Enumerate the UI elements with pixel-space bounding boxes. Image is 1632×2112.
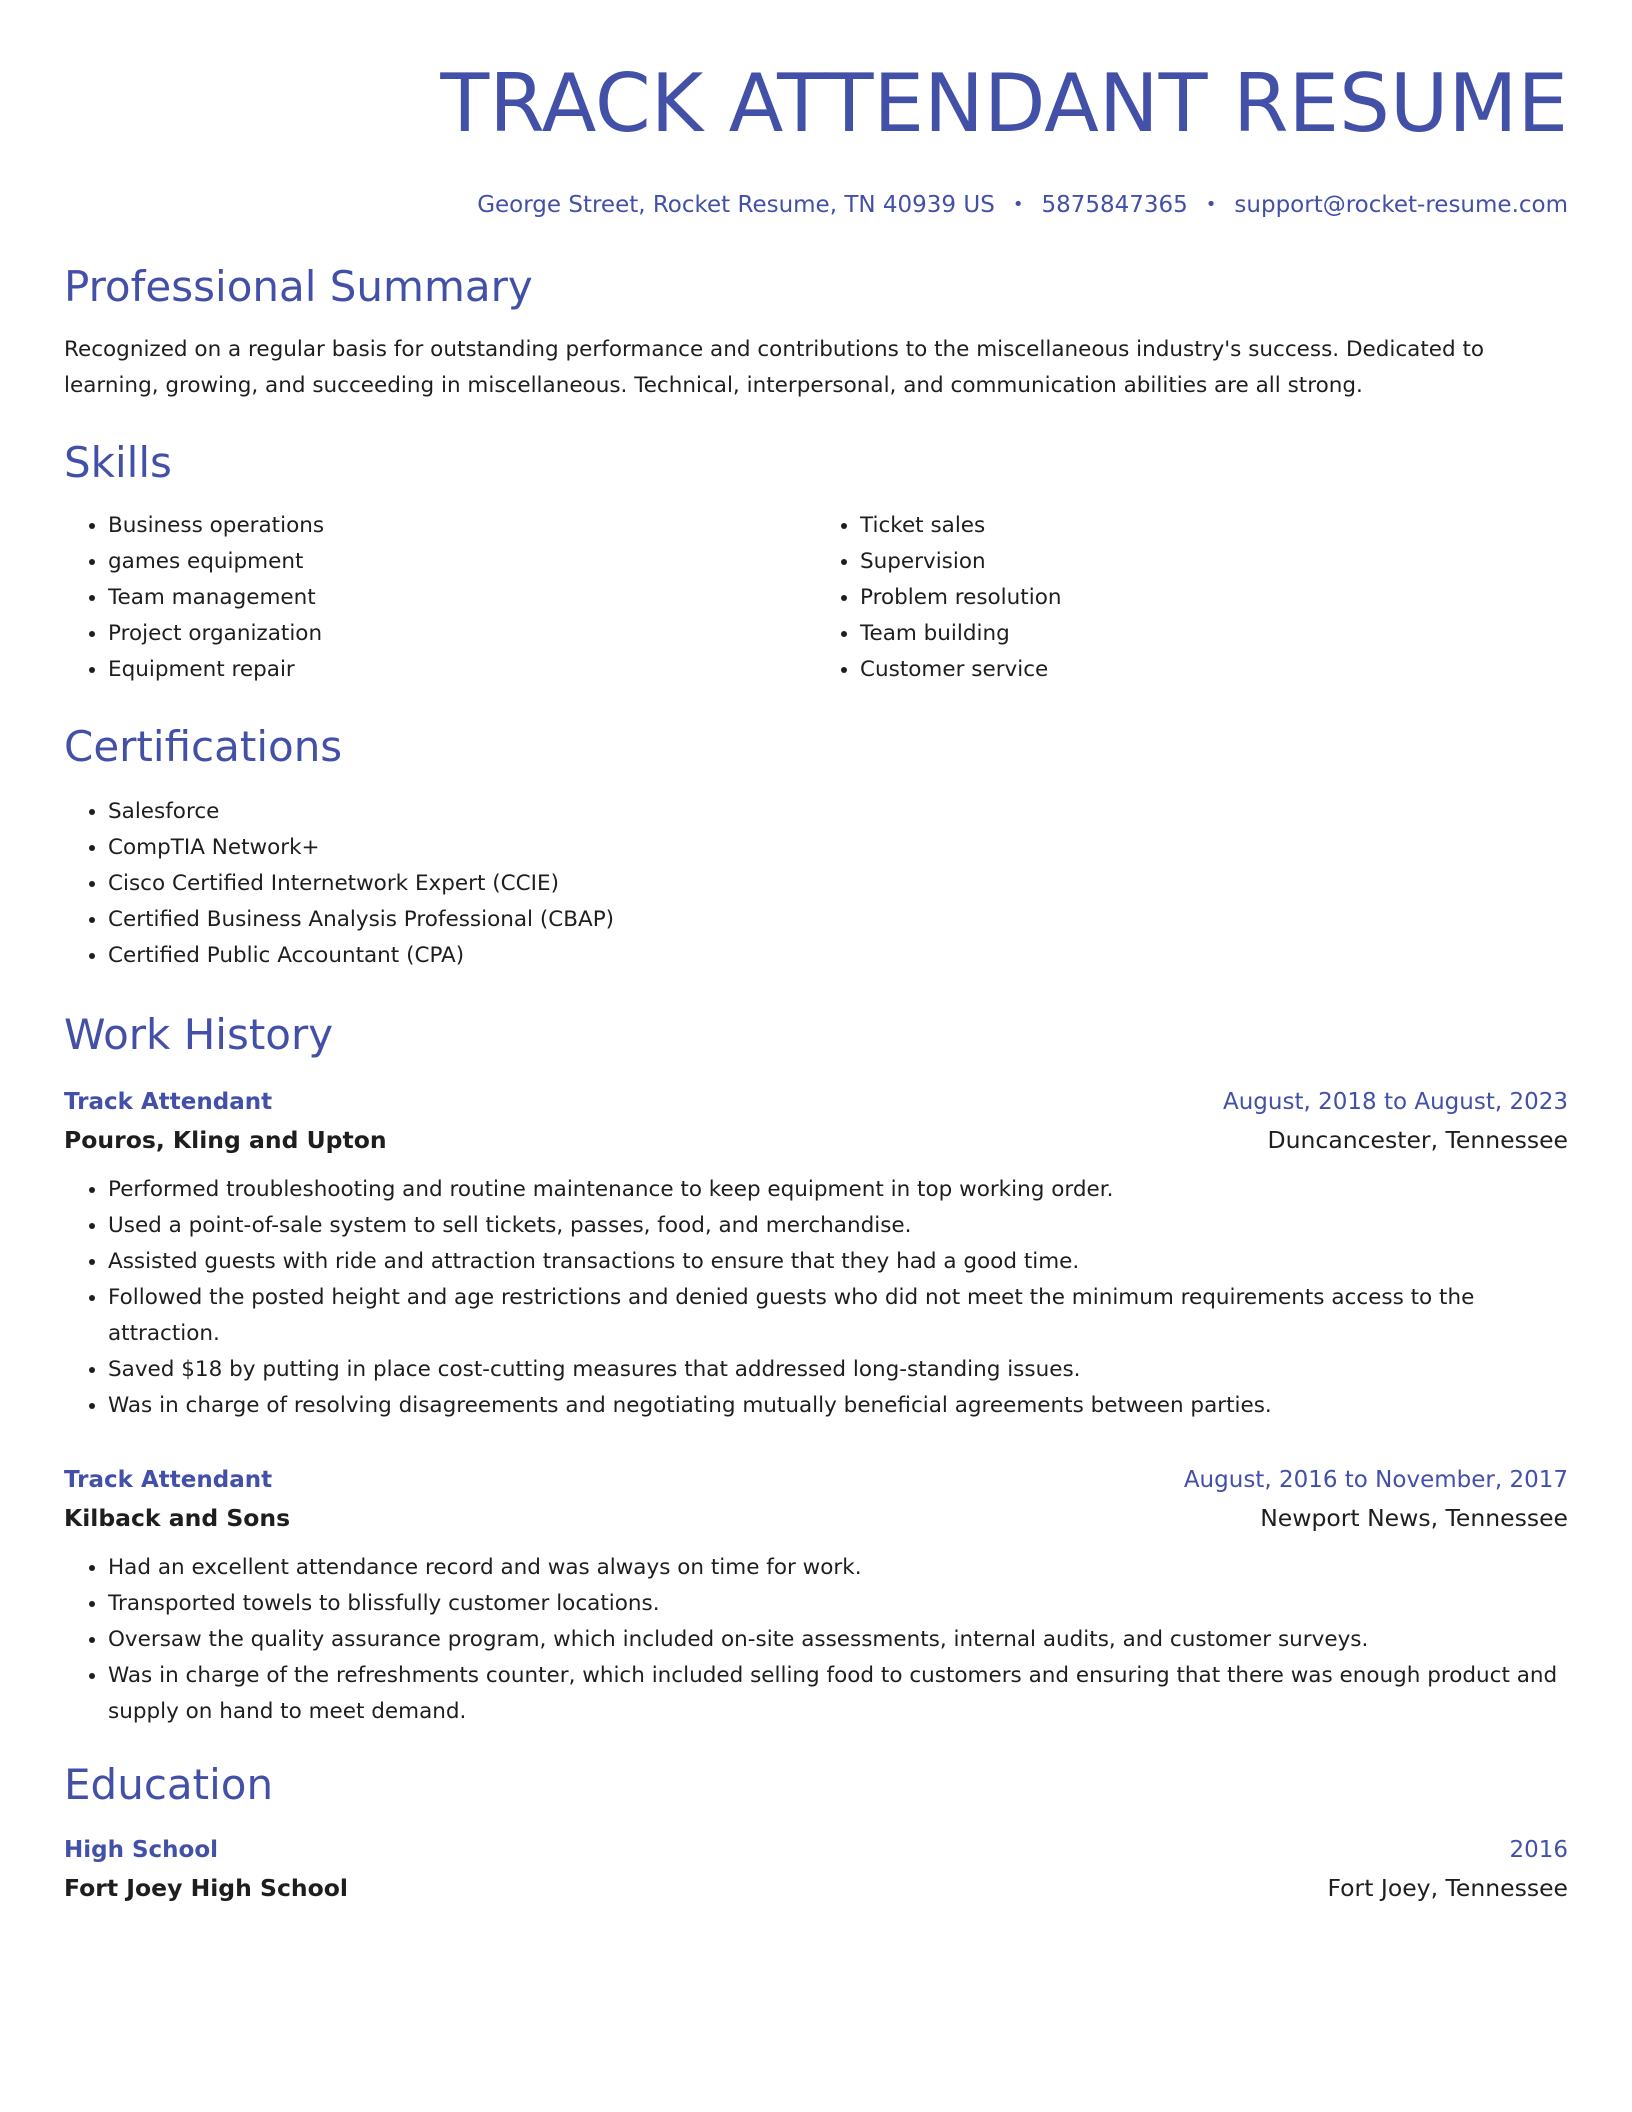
contact-phone: 5875847365	[1041, 192, 1188, 218]
skill-item: • Team building	[860, 616, 1568, 652]
job-duty: • Used a point-of-sale system to sell tickets, passes, food, and merchandise.	[108, 1208, 1568, 1244]
education-degree: High School	[64, 1837, 219, 1863]
summary-section	[64, 260, 1568, 404]
skills-list-right	[816, 508, 1568, 688]
summary-heading: Professional Summary	[64, 262, 533, 311]
skill-item: • Supervision	[860, 544, 1568, 580]
contact-separator: •	[1205, 194, 1217, 215]
certification-item: • Cisco Certified Internetwork Expert (CCIE)	[108, 866, 1568, 902]
job-entry	[64, 1084, 1568, 1424]
job-duties-list	[64, 1172, 1568, 1424]
job-duty: • Was in charge of the refreshments counter, which included selling food to customers and ensuring that there was enough product and supply on hand to meet demand.	[108, 1658, 1568, 1730]
job-location: Newport News, Tennessee	[1260, 1504, 1568, 1532]
job-duties-list	[64, 1550, 1568, 1730]
certifications-heading: Certifications	[64, 722, 343, 771]
job-dates: August, 2018 to August, 2023	[1223, 1089, 1568, 1115]
job-title-row	[64, 1462, 1568, 1498]
education-heading: Education	[64, 1760, 274, 1809]
job-duty: • Was in charge of resolving disagreements and negotiating mutually beneficial agreements between parties.	[108, 1388, 1568, 1424]
work-history-heading: Work History	[64, 1010, 334, 1059]
contact-address: George Street, Rocket Resume, TN 40939 US	[477, 192, 995, 218]
skill-item: • Customer service	[860, 652, 1568, 688]
contact-line	[64, 190, 1568, 220]
certification-item: • CompTIA Network+	[108, 830, 1568, 866]
skill-item: • Project organization	[108, 616, 816, 652]
certifications-list	[64, 794, 1568, 974]
skill-item: • Ticket sales	[860, 508, 1568, 544]
job-duty: • Assisted guests with ride and attraction transactions to ensure that they had a good time.	[108, 1244, 1568, 1280]
work-history-section	[64, 1008, 1568, 1730]
job-title: Track Attendant	[64, 1467, 273, 1493]
job-dates: August, 2016 to November, 2017	[1183, 1467, 1568, 1493]
job-title: Track Attendant	[64, 1089, 273, 1115]
job-company-row	[64, 1498, 1568, 1538]
skill-item: • Business operations	[108, 508, 816, 544]
education-entry	[64, 1832, 1568, 1908]
job-duty: • Performed troubleshooting and routine maintenance to keep equipment in top working order.	[108, 1172, 1568, 1208]
skills-grid	[64, 508, 1568, 688]
summary-text: Recognized on a regular basis for outstanding performance and contributions to the miscellaneous industry's success. Dedicated to learning, growing, and succeeding in miscellaneous. Technical, interpersonal, and communication abilities are all strong.	[64, 337, 1485, 398]
resume-header	[64, 56, 1568, 220]
job-location: Duncancester, Tennessee	[1267, 1126, 1568, 1154]
education-location: Fort Joey, Tennessee	[1327, 1874, 1568, 1902]
job-duty: • Saved $18 by putting in place cost-cutting measures that addressed long-standing issues.	[108, 1352, 1568, 1388]
skill-item: • Equipment repair	[108, 652, 816, 688]
certifications-section	[64, 720, 1568, 974]
skills-heading: Skills	[64, 438, 172, 487]
job-company-row	[64, 1120, 1568, 1160]
job-company: Pouros, Kling and Upton	[64, 1126, 387, 1154]
skill-item: • games equipment	[108, 544, 816, 580]
job-duty: • Had an excellent attendance record and was always on time for work.	[108, 1550, 1568, 1586]
job-company: Kilback and Sons	[64, 1504, 291, 1532]
education-year: 2016	[1509, 1837, 1568, 1863]
skill-item: • Team management	[108, 580, 816, 616]
certification-item: • Salesforce	[108, 794, 1568, 830]
education-school: Fort Joey High School	[64, 1874, 348, 1902]
skill-item: • Problem resolution	[860, 580, 1568, 616]
skills-section	[64, 436, 1568, 688]
job-entry	[64, 1462, 1568, 1730]
education-section	[64, 1758, 1568, 1908]
job-duty: • Oversaw the quality assurance program, which included on-site assessments, internal audits, and customer surveys.	[108, 1622, 1568, 1658]
job-duty: • Followed the posted height and age restrictions and denied guests who did not meet the minimum requirements access to the attraction.	[108, 1280, 1568, 1352]
certification-item: • Certified Public Accountant (CPA)	[108, 938, 1568, 974]
skills-list-left	[64, 508, 816, 688]
contact-email: support@rocket-resume.com	[1234, 192, 1568, 218]
job-title-row	[64, 1084, 1568, 1120]
contact-separator: •	[1012, 194, 1024, 215]
certification-item: • Certified Business Analysis Professional (CBAP)	[108, 902, 1568, 938]
job-duty: • Transported towels to blissfully customer locations.	[108, 1586, 1568, 1622]
resume-title: TRACK ATTENDANT RESUME	[440, 57, 1568, 150]
education-degree-row	[64, 1832, 1568, 1868]
education-school-row	[64, 1868, 1568, 1908]
